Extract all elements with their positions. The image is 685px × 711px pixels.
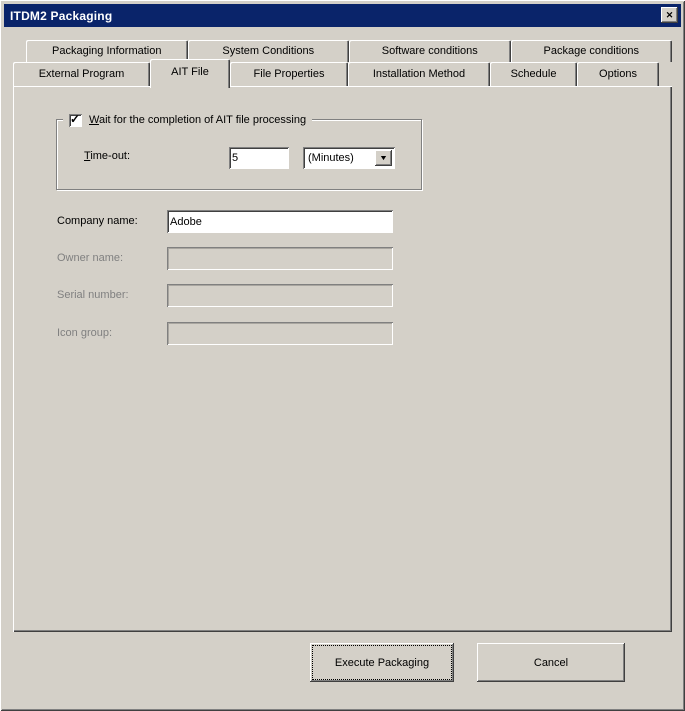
title-bar xyxy=(4,4,681,27)
execute-packaging-button[interactable]: Execute Packaging xyxy=(310,643,454,682)
tab-file-properties[interactable]: File Properties xyxy=(230,62,348,86)
timeout-unit-combobox[interactable] xyxy=(303,147,395,169)
tab-schedule[interactable]: Schedule xyxy=(490,62,577,86)
tab-options[interactable]: Options xyxy=(577,62,659,86)
wait-group-box xyxy=(56,111,422,190)
close-icon: ✕ xyxy=(665,9,674,20)
window-title: ITDM2 Packaging xyxy=(10,8,113,23)
icon-group-input xyxy=(167,322,393,345)
tab-row-2 xyxy=(13,62,659,86)
serial-number-input xyxy=(167,284,393,307)
tab-software-conditions[interactable]: Software conditions xyxy=(349,40,511,62)
timeout-input[interactable] xyxy=(229,147,289,169)
chevron-down-icon: ▼ xyxy=(378,154,389,162)
tab-system-conditions[interactable]: System Conditions xyxy=(188,40,350,62)
checkmark-icon: ✓ xyxy=(70,111,81,126)
tab-packaging-information[interactable]: Packaging Information xyxy=(26,40,188,62)
company-name-input[interactable] xyxy=(167,210,393,233)
tab-package-conditions[interactable]: Package conditions xyxy=(511,40,673,62)
icon-group-label: Icon group: xyxy=(57,327,113,339)
wait-checkbox-label: Wait for the completion of AIT file processing xyxy=(89,114,307,126)
tab-external-program[interactable]: External Program xyxy=(13,62,150,86)
wait-checkbox[interactable] xyxy=(69,111,82,127)
ait-file-tab-page xyxy=(13,86,672,632)
tab-installation-method[interactable]: Installation Method xyxy=(348,62,490,86)
timeout-unit-value: (Minutes) xyxy=(308,152,354,164)
wait-group-header xyxy=(63,112,312,128)
timeout-label: Time-out: xyxy=(84,150,131,162)
owner-name-label: Owner name: xyxy=(57,252,124,264)
close-button[interactable] xyxy=(661,7,678,23)
company-name-label: Company name: xyxy=(57,215,138,227)
owner-name-input xyxy=(167,247,393,270)
cancel-button[interactable]: Cancel xyxy=(477,643,625,682)
combobox-dropdown-button[interactable] xyxy=(375,150,392,166)
serial-number-label: Serial number: xyxy=(57,289,129,301)
tab-row-1 xyxy=(26,40,672,62)
tab-ait-file[interactable]: AIT File xyxy=(150,59,230,88)
